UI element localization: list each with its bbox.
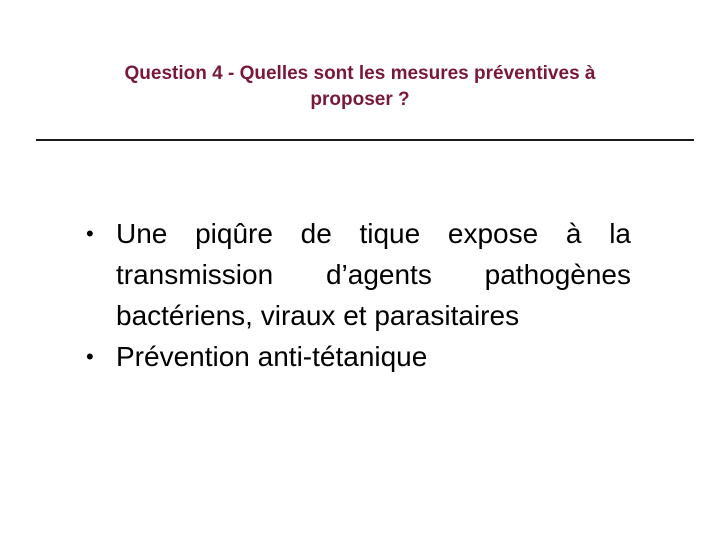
bullet-item-tetanus	[86, 336, 631, 377]
bullet-icon: •	[86, 221, 94, 246]
slide-title-line-2: proposer ?	[310, 89, 410, 110]
bullet-text: Prévention anti-tétanique	[116, 341, 428, 372]
title-divider	[36, 139, 694, 141]
bullet-icon: •	[86, 344, 94, 369]
bullet-list	[86, 213, 631, 377]
slide-title-line-1: Question 4 - Quelles sont les mesures préventives à	[124, 63, 596, 84]
bullet-item-tick-bite	[86, 213, 631, 336]
bullet-text: Une piqûre de tique expose à la transmission d’agents pathogènes bactériens, viraux et parasitaires	[116, 218, 631, 331]
slide-title	[40, 61, 680, 113]
